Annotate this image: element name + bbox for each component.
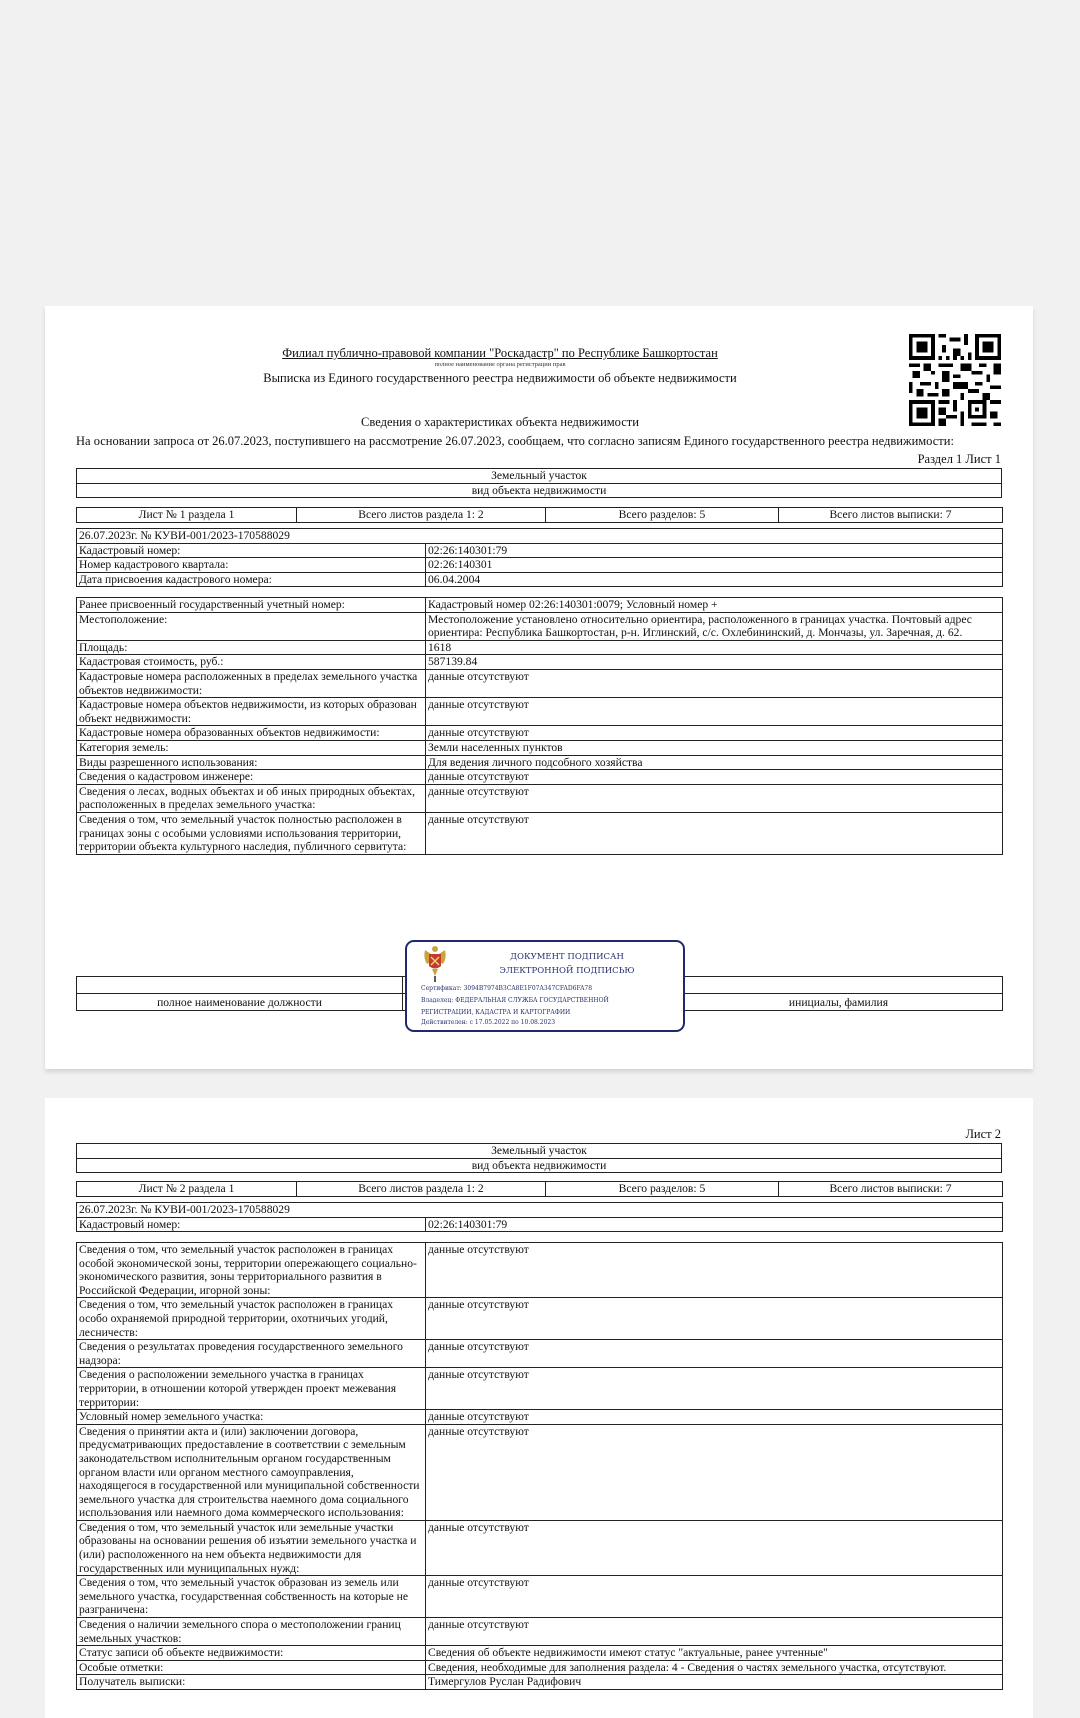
row-value: данные отсутствуют [426, 1576, 1003, 1618]
row-label: Статус записи об объекте недвижимости: [77, 1646, 426, 1661]
row-value: Сведения об объекте недвижимости имеют статус "актуальные, ранее учтенные" [426, 1646, 1003, 1661]
table-row [77, 1675, 1003, 1690]
row-label: Условный номер земельного участка: [77, 1410, 426, 1425]
table-row [77, 640, 1003, 655]
table-row [77, 1368, 1003, 1410]
table-row [77, 572, 1003, 587]
table-row [77, 1410, 1003, 1425]
table-row [77, 1298, 1003, 1340]
electronic-signature-stamp [405, 940, 685, 1032]
row-label: Кадастровая стоимость, руб.: [77, 655, 426, 670]
row-value: данные отсутствуют [426, 726, 1003, 741]
position-caption: полное наименование должности [77, 994, 403, 1011]
row-value: Земли населенных пунктов [426, 740, 1003, 755]
table-row [77, 784, 1003, 812]
extract-sheets-total: Всего листов выписки: 7 [779, 1182, 1003, 1197]
document-page-2 [45, 1098, 1033, 1718]
row-value: Сведения, необходимые для заполнения раздела: 4 - Сведения о частях земельного участка, отсутствуют. [426, 1660, 1003, 1675]
row-label: Ранее присвоенный государственный учетный номер: [77, 598, 426, 613]
table-row [77, 669, 1003, 697]
name-caption: инициалы, фамилия [675, 994, 1003, 1011]
row-value: данные отсутствуют [426, 812, 1003, 854]
table-row [77, 1217, 1003, 1232]
table-row [77, 1660, 1003, 1675]
intro-text: На основании запроса от 26.07.2023, поступившего на рассмотрение 26.07.2023, сообщаем, что согласно записям Единого государственного реестра недвижимости: [76, 434, 954, 448]
row-label: Кадастровые номера образованных объектов недвижимости: [77, 726, 426, 741]
main-info-table [76, 528, 1003, 587]
organization-caption: полное наименование органа регистрации прав [434, 361, 566, 368]
row-label: Кадастровый номер: [77, 1217, 426, 1232]
row-value: 587139.84 [426, 655, 1003, 670]
stamp-validity: Действителен: с 17.05.2022 по 10.08.2023 [421, 1019, 556, 1026]
row-label: Номер кадастрового квартала: [77, 558, 426, 573]
row-value: данные отсутствуют [426, 1368, 1003, 1410]
row-value: 1618 [426, 640, 1003, 655]
row-value: 02:26:140301:79 [426, 543, 1003, 558]
sheet-number: Лист № 2 раздела 1 [77, 1182, 297, 1197]
position-line [77, 977, 403, 994]
table-row [77, 612, 1003, 640]
row-value: Для ведения личного подсобного хозяйства [426, 755, 1003, 770]
row-label: Сведения о лесах, водных объектах и об иных природных объектах, расположенных в пределах земельного участка: [77, 784, 426, 812]
row-value: Кадастровый номер 02:26:140301:0079; Условный номер + [426, 598, 1003, 613]
row-label: Виды разрешенного использования: [77, 755, 426, 770]
table-row [77, 655, 1003, 670]
row-label: Сведения о наличии земельного спора о местоположении границ земельных участков: [77, 1618, 426, 1646]
additional-info-table [76, 1242, 1003, 1690]
sheet-info-table [76, 1181, 1003, 1197]
row-label: Сведения о кадастровом инженере: [77, 770, 426, 785]
table-row [77, 755, 1003, 770]
table-row [77, 812, 1003, 854]
row-value: 02:26:140301 [426, 558, 1003, 573]
row-label: Сведения о том, что земельный участок образован из земель или земельного участка, государственная собственность на которые не разграничена: [77, 1576, 426, 1618]
table-row [77, 726, 1003, 741]
row-label: Площадь: [77, 640, 426, 655]
table-row [77, 1520, 1003, 1575]
table-row [77, 1424, 1003, 1520]
section-sheets-total: Всего листов раздела 1: 2 [297, 1182, 546, 1197]
row-value: данные отсутствуют [426, 1618, 1003, 1646]
row-label: Местоположение: [77, 612, 426, 640]
characteristics-table [76, 597, 1003, 855]
sheet-info-table [76, 507, 1003, 523]
row-label: Сведения о результатах проведения государственного земельного надзора: [77, 1340, 426, 1368]
row-label: Получатель выписки: [77, 1675, 426, 1690]
object-type: Земельный участок [77, 1144, 1002, 1159]
row-label: Сведения о расположении земельного участка в границах территории, в отношении которой утвержден проект межевания территории: [77, 1368, 426, 1410]
row-label: Кадастровый номер: [77, 543, 426, 558]
row-value: данные отсутствуют [426, 1410, 1003, 1425]
row-value: данные отсутствуют [426, 784, 1003, 812]
section-title: Сведения о характеристиках объекта недвижимости [361, 415, 639, 429]
table-row [77, 698, 1003, 726]
row-label: Дата присвоения кадастрового номера: [77, 572, 426, 587]
row-value: Тимергулов Руслан Радифович [426, 1675, 1003, 1690]
object-type-table [76, 468, 1002, 498]
row-value: 06.04.2004 [426, 572, 1003, 587]
row-value: данные отсутствуют [426, 698, 1003, 726]
row-label: Кадастровые номера объектов недвижимости, из которых образован объект недвижимости: [77, 698, 426, 726]
table-row [77, 558, 1003, 573]
section-sheets-total: Всего листов раздела 1: 2 [297, 508, 546, 523]
row-label: Кадастровые номера расположенных в пределах земельного участка объектов недвижимости: [77, 669, 426, 697]
record-number: 26.07.2023г. № КУВИ-001/2023-170588029 [77, 1203, 1003, 1218]
row-value: Местоположение установлено относительно ориентира, расположенного в границах участка. Почтовый адрес ориентира: Республика Башкортостан, р-н. Иглинский, с/с. Охлебининский, д. Мончазы, ул. Заречная, д. 62. [426, 612, 1003, 640]
row-value: данные отсутствуют [426, 1243, 1003, 1298]
document-title: Выписка из Единого государственного реестра недвижимости об объекте недвижимости [263, 371, 737, 385]
row-label: Сведения о том, что земельный участок или земельные участки образованы на основании решения об изъятии земельного участка и (или) расположенного на нем объекта недвижимости для государственных или муниципальных нужд: [77, 1520, 426, 1575]
row-value: данные отсутствуют [426, 1520, 1003, 1575]
object-type-table [76, 1143, 1002, 1173]
row-label: Сведения о том, что земельный участок полностью расположен в границах зоны с особыми условиями использования территории, территории объекта культурного наследия, публичного сервитута: [77, 812, 426, 854]
stamp-owner: Владелец: ФЕДЕРАЛЬНАЯ СЛУЖБА ГОСУДАРСТВЕННОЙ [421, 997, 609, 1004]
table-row [77, 1243, 1003, 1298]
table-row [77, 1618, 1003, 1646]
object-type: Земельный участок [77, 469, 1002, 484]
object-type-caption: вид объекта недвижимости [77, 483, 1002, 498]
sections-total: Всего разделов: 5 [546, 508, 779, 523]
organization-name: Филиал публично-правовой компании "Роскадастр" по Республике Башкортостан [282, 346, 718, 360]
sections-total: Всего разделов: 5 [546, 1182, 779, 1197]
main-info-table [76, 1202, 1003, 1232]
sheet-label: Лист 2 [965, 1127, 1001, 1141]
stamp-certificate: Сертификат: 3094B7974B3CA8E1F07A347CFAD6FA78 [421, 985, 593, 992]
row-value: 02:26:140301:79 [426, 1217, 1003, 1232]
document-page-1 [45, 306, 1033, 1069]
name-line [675, 977, 1003, 994]
stamp-line-1: ДОКУМЕНТ ПОДПИСАН [510, 952, 624, 962]
table-row [77, 1576, 1003, 1618]
row-value: данные отсутствуют [426, 669, 1003, 697]
row-label: Категория земель: [77, 740, 426, 755]
qr-code-icon [909, 334, 1001, 426]
extract-sheets-total: Всего листов выписки: 7 [779, 508, 1003, 523]
object-type-caption: вид объекта недвижимости [77, 1158, 1002, 1173]
table-row [77, 1646, 1003, 1661]
stamp-owner-2: РЕГИСТРАЦИИ, КАДАСТРА И КАРТОГРАФИИ [421, 1009, 571, 1016]
row-value: данные отсутствуют [426, 770, 1003, 785]
table-row [77, 598, 1003, 613]
sheet-number: Лист № 1 раздела 1 [77, 508, 297, 523]
row-label: Особые отметки: [77, 1660, 426, 1675]
sheet-label: Раздел 1 Лист 1 [917, 452, 1001, 466]
table-row [77, 740, 1003, 755]
stamp-line-2: ЭЛЕКТРОННОЙ ПОДПИСЬЮ [499, 966, 635, 976]
record-number: 26.07.2023г. № КУВИ-001/2023-170588029 [77, 529, 1003, 544]
table-row [77, 770, 1003, 785]
row-value: данные отсутствуют [426, 1298, 1003, 1340]
row-label: Сведения о том, что земельный участок расположен в границах особой экономической зоны, территории опережающего социально-экономического развития, зоны территориального развития в Российской Федерации, игорной зоны: [77, 1243, 426, 1298]
row-label: Сведения о принятии акта и (или) заключении договора, предусматривающих предоставление в соответствии с земельным законодательством исполнительным органом государственным органом власти или органом местного самоуправления, находящегося в государственной или муниципальной собственности земельного участка для строительства наемного дома социального использования или наемного дома коммерческого использования: [77, 1424, 426, 1520]
table-row [77, 1340, 1003, 1368]
row-label: Сведения о том, что земельный участок расположен в границах особо охраняемой природной территории, охотничьих угодий, лесничеств: [77, 1298, 426, 1340]
row-value: данные отсутствуют [426, 1424, 1003, 1520]
table-row [77, 543, 1003, 558]
row-value: данные отсутствуют [426, 1340, 1003, 1368]
coat-of-arms-icon [421, 944, 449, 982]
